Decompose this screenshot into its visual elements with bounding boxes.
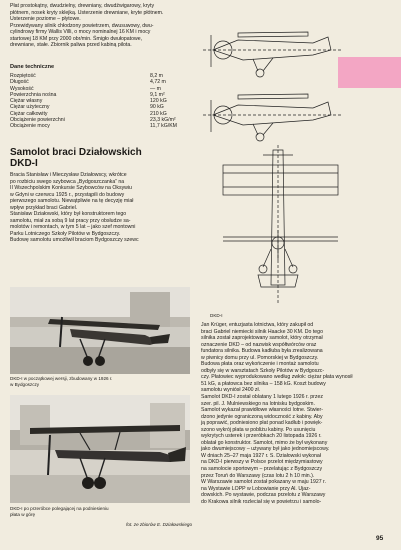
text-line: przez Toruń do Warszawy (czas lotu 2 h 10 min.).: [201, 472, 315, 479]
text-line: W dniach 25–27 maja 1927 r. S. Działowski wykonał: [201, 452, 321, 459]
three-view-drawing: [203, 5, 343, 310]
text-line: na samolocie sportowym – przelatując z Bydgoszczy: [201, 466, 323, 473]
text-line: do Krakowa silnik rozleciał się w powietrzu i samolo-: [201, 498, 322, 505]
tech-data-value: 120 kG: [150, 98, 167, 105]
caption-photo1-line2: w Bydgoszczy: [10, 381, 40, 387]
photo-dkd1-modified: [10, 395, 190, 503]
tech-data-table: [10, 73, 192, 130]
text-line: II Wszechpolskim Konkursie Szybowców na Oksywiu: [10, 185, 132, 192]
tech-data-value: 23,3 kG/m²: [150, 117, 176, 124]
caption-photo2-line2: płata w górę: [10, 511, 36, 517]
text-line: pierwszego samolotu. Niewątpliwie na tę decyzję miał: [10, 198, 134, 205]
text-line: Stanisław Działowski, który był konstruktorem tego: [10, 211, 127, 218]
text-line: w piwnicy domu przy ul. Pomorskiej w Bydgoszczy.: [201, 354, 319, 361]
text-line: Bracia Stanisław i Mieczysław Działowscy, wkrótce: [10, 172, 127, 178]
caption-photo1: [10, 376, 190, 387]
text-line: odbyły się w warsztatach Szkoły Pilotów w Bydgoszc-: [201, 367, 325, 374]
tech-data-label: Ciężar całkowity: [10, 110, 48, 117]
tech-data-label: Rozpiętość: [10, 73, 36, 79]
text-line: W Warszawie samolot został pokazany w maju 1927 r.: [201, 479, 326, 486]
text-line: 51 kG, a płatowca bez silnika – 158 kG. Koszt budowy: [201, 380, 326, 387]
caption-drawing: DKD-I: [210, 313, 223, 318]
text-line: Budowa płata oraz wykończenie i montaż samolotu: [201, 361, 319, 368]
text-line: szer. pil. J. Mulniewskiego na lotnisku bydgoskim.: [201, 400, 315, 407]
article-title-line1: Samolot braci Działowskich: [10, 147, 142, 158]
caption-photo1-line1: DKD-I w początkowej wersji, zbudowany w 1926 r.: [10, 376, 113, 381]
text-line: ją poprawić, podniesiono płat ponad kadłub i powięk-: [201, 420, 323, 427]
text-line: Przewidywany silnik chłodzony powietrzem, dwusuwowy, dwu-: [10, 22, 154, 29]
text-line: cylindrowy firmy Wallis Villi, o mocy nominalnej 16 KM i mocy: [10, 29, 151, 36]
tech-data-label: Ciężar własny: [10, 98, 43, 105]
text-line: Usterzenie poziome – płytowe.: [10, 16, 81, 23]
text-line: czy. Płatowiec wyprodukowano według zwłok: ciężar płata wynosił: [201, 374, 353, 381]
text-line: jako dwumiejscowy – używany był jako jednomiejscowy.: [201, 446, 330, 453]
tech-data-value: 8,2 m: [150, 73, 163, 79]
text-line: w Gdyni w czerwcu 1925 r., przystąpili do budowy: [10, 191, 125, 198]
text-line: na DKD-I pierwszy w Polsce przelot międzymiastowy: [201, 459, 323, 466]
text-line: silnika został zaprojektowany samolot, który otrzymał: [201, 335, 323, 342]
page-number: 95: [376, 535, 384, 542]
photo-dkd1-initial: [10, 287, 190, 374]
caption-photo2: [10, 506, 190, 517]
tech-data-label: Ciężar użyteczny: [10, 104, 50, 111]
tech-data-label: Długość: [10, 79, 29, 86]
tech-data-title: Dane techniczne: [10, 64, 55, 70]
article-title: [10, 147, 195, 169]
tech-data-value: 11,7 kG/KM: [150, 123, 178, 130]
text-line: Samolot DKD-I został oblatany 1 lutego 1926 r. przez: [201, 394, 323, 401]
text-line: oznaczenie DKD – od nazwisk współtwórców oraz: [201, 341, 317, 348]
text-line: po rozbiciu swego szybowca „Bydgoszczanka” na: [10, 178, 125, 185]
tech-data-row: [10, 123, 192, 129]
article-right-column: [201, 322, 391, 505]
text-line: Budowę samolotu umożliwił braciom Bydgoszczy szewc: [10, 237, 139, 244]
text-line: Samolot wykazał prawidłowe własności lotne. Stwier-: [201, 407, 323, 414]
text-line: drewniane, stałe. Zbiornik paliwa przed kabiną pilota.: [10, 42, 132, 49]
text-line: wpływ przykład braci Gabriel.: [10, 204, 78, 211]
text-line: fundatora silnika. Budowa kadłuba była zrealizowana: [201, 348, 323, 355]
text-line: startowej 18 KM przy 2000 obr/min. Śmigło dwułopatowe,: [10, 35, 143, 42]
tech-data-label: Obciążenie powierzchni: [10, 117, 65, 124]
text-line: na Wystawie LOPP w Lobowianie przy Al. Ujaz-: [201, 485, 311, 492]
text-line: molotów i remontach, w tym 5 lat – jako szef montowni: [10, 224, 136, 231]
tech-data-value: 210 kG: [150, 110, 167, 117]
text-line: Parku Lotniczego Szkoły Pilotów w Bydgoszczy.: [10, 230, 121, 237]
text-line: samolotu wyniósł 2400 zł.: [201, 387, 261, 394]
airplane-drawing-icon: [203, 5, 343, 310]
tech-data-label: Powierzchnia nośna: [10, 91, 57, 98]
pink-marker-tab: [338, 57, 401, 88]
tech-data-value: 90 kG: [150, 104, 164, 111]
tech-data-value: 9,1 m²: [150, 91, 165, 98]
text-line: braci Gabriel niemiecki silnik Haacke 30 KM. Do tego: [201, 328, 323, 335]
text-line: Jan Krüger, entuzjasta lotnictwa, który zakupił od: [201, 322, 314, 328]
article-left-column: [10, 172, 192, 244]
photo-credit: fot. ze zbiorów E. Działowskiego: [126, 522, 192, 527]
text-line: samolotu, miał za sobą 9 lat pracy przy obsłudze sa-: [10, 217, 131, 224]
text-line: szono wykrój płata w pobliżu kabiny. Po usunięciu: [201, 426, 316, 433]
text-line: płótnem, nosek kryty sklejką. Usterzenie drewniane, kryte płótnem.: [10, 9, 164, 16]
text-line: wykrytych usterek i przeróbkach 20 listopada 1926 r.: [201, 433, 322, 440]
intro-paragraph: [10, 3, 192, 49]
text-line: dowskich. Po wystawie, podczas przelotu z Warszawy: [201, 492, 326, 499]
tech-data-value: — m: [150, 85, 161, 92]
caption-photo2-line1: DKD-I po przeróbce polegającej na podniesieniu: [10, 506, 109, 511]
tech-data-label: Wysokość: [10, 85, 34, 92]
article-title-line2: DKD-I: [10, 158, 38, 169]
text-line: dzono jedynie ograniczoną widoczność z kabiny. Aby: [201, 413, 323, 420]
tech-data-value: 4,72 m: [150, 79, 166, 86]
text-line: Płat prostokątny, dwudzielny, drewniany, dwudźwigarowy, kryty: [10, 3, 155, 9]
tech-data-label: Obciążenie mocy: [10, 123, 50, 130]
text-line: oblatał go konstruktor. Samolot, mimo że był wykonany: [201, 439, 328, 446]
